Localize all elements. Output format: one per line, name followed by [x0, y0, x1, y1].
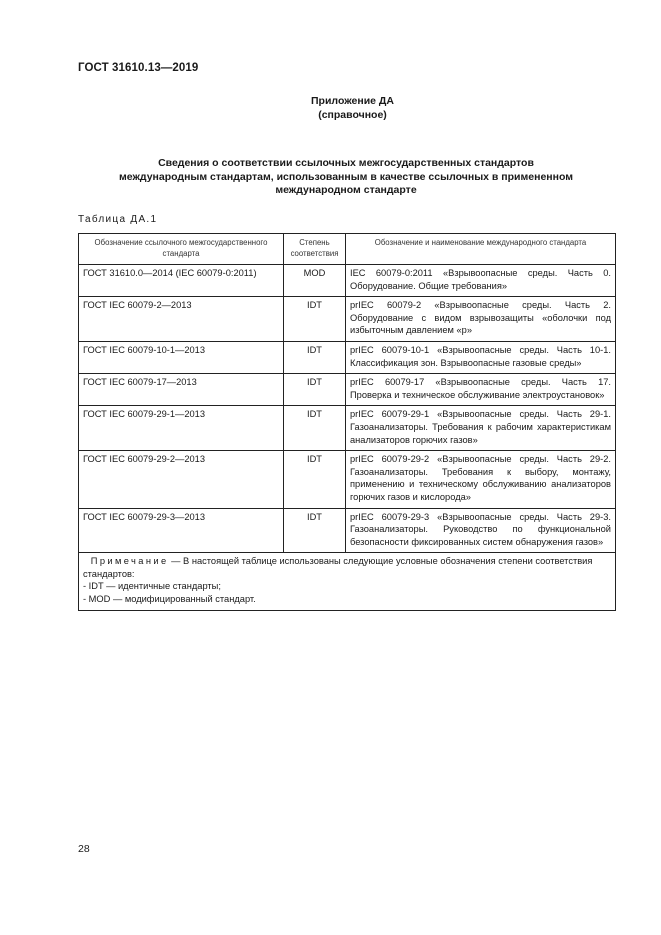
cell-designation: ГОСТ 31610.0—2014 (IEC 60079-0:2011) — [79, 265, 284, 297]
cell-degree: MOD — [284, 265, 346, 297]
note-intro — [83, 555, 611, 580]
header-intl: Обозначение и наименование международного стандарта — [346, 234, 616, 265]
cell-degree: IDT — [284, 508, 346, 553]
cell-intl: IEC 60079-0:2011 «Взрывоопасные среды. Часть 0. Оборудование. Общие требования» — [346, 265, 616, 297]
table-header-row — [79, 234, 616, 265]
cell-degree: IDT — [284, 451, 346, 508]
table-row — [79, 297, 616, 342]
table-row — [79, 374, 616, 406]
cell-designation: ГОСТ IEC 60079-10-1—2013 — [79, 341, 284, 373]
table-note — [79, 553, 616, 610]
cell-intl: prIEC 60079-2 «Взрывоопасные среды. Часть 2. Оборудование с видом взрывозащиты «оболочки под избыточным давлением «р» — [346, 297, 616, 342]
cell-designation: ГОСТ IEC 60079-29-3—2013 — [79, 508, 284, 553]
cell-degree: IDT — [284, 341, 346, 373]
cell-intl: prIEC 60079-10-1 «Взрывоопасные среды. Часть 10-1. Классификация зон. Взрывоопасные газовые среды» — [346, 341, 616, 373]
document-header: ГОСТ 31610.13—2019 — [78, 62, 199, 74]
table-row — [79, 341, 616, 373]
note-item: - MOD — модифицированный стандарт. — [83, 594, 256, 605]
table-row — [79, 406, 616, 451]
cell-degree: IDT — [284, 406, 346, 451]
table-row — [79, 265, 616, 297]
cell-designation: ГОСТ IEC 60079-29-1—2013 — [79, 406, 284, 451]
header-designation: Обозначение ссылочного межгосударственного стандарта — [79, 234, 284, 265]
cell-intl: prIEC 60079-17 «Взрывоопасные среды. Часть 17. Проверка и техническое обслуживание электроустановок» — [346, 374, 616, 406]
annex-subtitle: (справочное) — [318, 109, 387, 121]
table-row — [79, 508, 616, 553]
cell-intl: prIEC 60079-29-3 «Взрывоопасные среды. Часть 29-3. Газоанализаторы. Руководство по функциональной безопасности фиксированных систем обнаружения газов» — [346, 508, 616, 553]
heading-line: международным стандартам, использованным в качестве ссылочных в примененном — [118, 170, 574, 183]
cell-designation: ГОСТ IEC 60079-29-2—2013 — [79, 451, 284, 508]
cell-designation: ГОСТ IEC 60079-17—2013 — [79, 374, 284, 406]
cell-degree: IDT — [284, 374, 346, 406]
table-label: Таблица ДА.1 — [78, 214, 158, 225]
correspondence-table — [78, 233, 616, 611]
header-degree: Степень соответствия — [284, 234, 346, 265]
page-number: 28 — [78, 843, 90, 855]
annex-title: Приложение ДА — [311, 95, 394, 107]
note-label: Примечание — [90, 556, 169, 567]
heading-line: Сведения о соответствии ссылочных межгосударственных стандартов — [158, 157, 534, 169]
note-text: — В настоящей таблице использованы следующие условные обозначения степени соответствия стандартов: — [83, 556, 593, 579]
heading-line: международном стандарте — [275, 184, 417, 196]
cell-degree: IDT — [284, 297, 346, 342]
table-row — [79, 451, 616, 508]
note-item: - IDT — идентичные стандарты; — [83, 581, 221, 592]
cell-intl: prIEC 60079-29-2 «Взрывоопасные среды. Часть 29-2. Газоанализаторы. Требования к выбору, монтажу, применению и техническому обслуживанию анализаторов горючих газов и кислорода» — [346, 451, 616, 508]
cell-intl: prIEC 60079-29-1 «Взрывоопасные среды. Часть 29-1. Газоанализаторы. Требования к рабочим характеристикам анализаторов горючих газов» — [346, 406, 616, 451]
annex-block — [0, 94, 661, 122]
annex-heading — [78, 157, 614, 198]
table-note-row — [79, 553, 616, 610]
cell-designation: ГОСТ IEC 60079-2—2013 — [79, 297, 284, 342]
